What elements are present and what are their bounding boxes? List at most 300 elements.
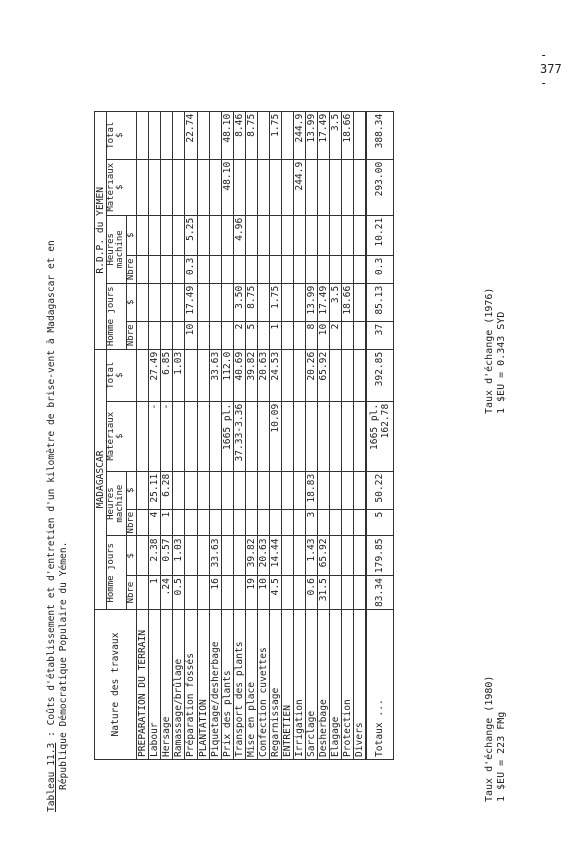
cell <box>149 215 161 255</box>
header-m-homme-jours: Homme jours <box>107 536 127 610</box>
cell <box>293 349 305 401</box>
cell: 16 <box>209 576 221 610</box>
cell: 1.75 <box>269 283 281 321</box>
cell <box>317 255 329 283</box>
cell: 48.10 <box>221 159 233 215</box>
cell <box>161 283 173 321</box>
cell <box>293 509 305 536</box>
cell <box>173 321 185 349</box>
empty-cell <box>137 321 149 349</box>
cell: 0.6 <box>305 576 317 610</box>
row-label: Confection cuvettes <box>257 610 269 760</box>
cell: 6.28 <box>161 471 173 509</box>
cell <box>161 159 173 215</box>
cell <box>221 255 233 283</box>
cell <box>221 471 233 509</box>
cell <box>293 576 305 610</box>
cell: 18.66 <box>341 111 353 159</box>
table-body <box>137 111 366 759</box>
cell <box>149 283 161 321</box>
cell <box>173 215 185 255</box>
cell <box>329 215 341 255</box>
cell: - <box>161 401 173 471</box>
cell <box>305 215 317 255</box>
cell: 244.9 <box>293 111 305 159</box>
cell <box>233 536 245 576</box>
header-y-total-unit: $ <box>115 132 126 138</box>
cell <box>149 255 161 283</box>
cell <box>209 159 221 215</box>
cell <box>341 576 353 610</box>
row-label: Hersage <box>161 610 173 760</box>
cell: 65.92 <box>317 536 329 576</box>
table-row <box>173 111 185 759</box>
cell: 388.34 <box>366 111 394 159</box>
cell: 37.33-3.36 <box>233 401 245 471</box>
table-row <box>185 111 197 759</box>
table-row <box>317 111 329 759</box>
cell <box>221 321 233 349</box>
empty-cell <box>281 471 293 509</box>
cell: 3.5 <box>329 111 341 159</box>
cell <box>269 215 281 255</box>
section-title: ENTRETIEN <box>281 610 293 760</box>
cell: 3 <box>305 509 317 536</box>
cell: 4 <box>149 509 161 536</box>
cell: 18.66 <box>341 283 353 321</box>
row-label: Préparation fossés <box>185 610 197 760</box>
empty-cell <box>197 536 209 576</box>
cell: 8 <box>305 321 317 349</box>
empty-cell <box>197 215 209 255</box>
cell <box>185 509 197 536</box>
table-row <box>341 111 353 759</box>
empty-cell <box>197 321 209 349</box>
cell: 8.75 <box>245 111 257 159</box>
cell: 10 <box>257 576 269 610</box>
empty-cell <box>137 401 149 471</box>
empty-cell <box>137 111 149 159</box>
exchange-rate-madagascar <box>484 676 507 802</box>
empty-cell <box>137 255 149 283</box>
cell: 17.49 <box>185 283 197 321</box>
cell <box>233 159 245 215</box>
cell <box>329 401 341 471</box>
exchange-title: Taux d'échange (1980) <box>484 675 495 802</box>
cell: 3.5 <box>329 283 341 321</box>
cell <box>317 159 329 215</box>
cell: 8.75 <box>245 283 257 321</box>
table-row <box>257 111 269 759</box>
cell <box>269 509 281 536</box>
cell <box>149 111 161 159</box>
cell: 293.00 <box>366 159 394 215</box>
cell: 20.63 <box>257 349 269 401</box>
cell: 25.11 <box>149 471 161 509</box>
cell: .24 <box>161 576 173 610</box>
cell <box>173 283 185 321</box>
cell: 2.38 <box>149 536 161 576</box>
header-madagascar: MADAGASCAR <box>95 349 107 609</box>
cell: 50.22 <box>366 471 394 509</box>
row-label: Transport des plants <box>233 610 245 760</box>
row-label: Desherbage <box>317 610 329 760</box>
empty-cell <box>197 401 209 471</box>
cell <box>185 349 197 401</box>
cell: 37 <box>366 321 394 349</box>
cell <box>353 509 366 536</box>
cell: 18.83 <box>305 471 317 509</box>
cell: 112.0 <box>221 349 233 401</box>
cell <box>353 401 366 471</box>
page-number: - 377 - <box>540 48 562 90</box>
exchange-rate: 1 $EU = 223 FMg <box>495 711 507 802</box>
header-m-materiaux-unit: $ <box>115 433 126 439</box>
cell: 5 <box>245 321 257 349</box>
cell <box>329 159 341 215</box>
empty-cell <box>281 111 293 159</box>
empty-cell <box>197 159 209 215</box>
cell <box>245 509 257 536</box>
cell <box>173 111 185 159</box>
cell <box>245 215 257 255</box>
empty-cell <box>137 215 149 255</box>
empty-cell <box>137 576 149 610</box>
empty-cell <box>137 471 149 509</box>
exchange-rate: 1 $EU = 0.343 SYD <box>495 311 507 414</box>
cell <box>257 321 269 349</box>
row-label: Elagage <box>329 610 341 760</box>
cell <box>221 536 233 576</box>
cell <box>257 283 269 321</box>
cell: 27.49 <box>149 349 161 401</box>
cell <box>353 321 366 349</box>
cell: 1 <box>161 509 173 536</box>
cell <box>293 321 305 349</box>
empty-cell <box>137 509 149 536</box>
row-label: Regarnissage <box>269 610 281 760</box>
cost-table <box>94 111 394 760</box>
empty-cell <box>197 283 209 321</box>
cell <box>209 215 221 255</box>
cell <box>233 576 245 610</box>
cell: 20.26 <box>305 349 317 401</box>
header-m-materiaux-label: Matériaux <box>106 411 117 461</box>
header-nbre: Nbre <box>126 509 136 536</box>
cell: 17.49 <box>317 283 329 321</box>
cell <box>341 471 353 509</box>
cell <box>221 215 233 255</box>
header-dollar: $ <box>126 283 136 321</box>
empty-cell <box>281 401 293 471</box>
empty-cell <box>197 509 209 536</box>
cell <box>245 401 257 471</box>
cell <box>329 576 341 610</box>
table-row <box>209 111 221 759</box>
cell <box>353 471 366 509</box>
cell <box>341 159 353 215</box>
cell <box>185 536 197 576</box>
cell <box>329 471 341 509</box>
header-m-total <box>107 349 137 401</box>
cell <box>341 401 353 471</box>
cell: 1 <box>149 576 161 610</box>
cell <box>209 509 221 536</box>
cell <box>269 471 281 509</box>
header-dollar: $ <box>126 215 136 255</box>
cell <box>257 471 269 509</box>
empty-cell <box>137 159 149 215</box>
cell: 2 <box>329 321 341 349</box>
cell <box>221 576 233 610</box>
cell: 65.92 <box>317 349 329 401</box>
cell: 10.09 <box>269 401 281 471</box>
row-label: Irrigation <box>293 610 305 760</box>
table-row <box>329 111 341 759</box>
table-caption-line1 <box>46 240 57 812</box>
row-label: Piquetage/desherbage <box>209 610 221 760</box>
cell: 10 <box>317 321 329 349</box>
cell: 1.43 <box>305 536 317 576</box>
cell <box>317 509 329 536</box>
empty-cell <box>197 349 209 401</box>
cell <box>341 321 353 349</box>
cell: 13.99 <box>305 283 317 321</box>
header-dollar: $ <box>126 471 136 509</box>
exchange-title: Taux d'échange (1976) <box>484 287 495 414</box>
cell <box>341 349 353 401</box>
table-row <box>305 111 317 759</box>
cell <box>161 215 173 255</box>
cell <box>341 536 353 576</box>
empty-cell <box>281 349 293 401</box>
empty-cell <box>281 536 293 576</box>
totals-row <box>366 111 394 759</box>
cell: 31.5 <box>317 576 329 610</box>
cell <box>233 255 245 283</box>
cell: - <box>149 401 161 471</box>
cell <box>257 159 269 215</box>
cell: 244.9 <box>293 159 305 215</box>
cell: 179.85 <box>366 536 394 576</box>
header-nbre: Nbre <box>126 255 136 283</box>
cell <box>293 536 305 576</box>
row-label: Ramassage/brûlage <box>173 610 185 760</box>
cell <box>293 401 305 471</box>
cell: 1.75 <box>269 111 281 159</box>
cell: 4.96 <box>233 215 245 255</box>
cell: 0.5 <box>173 576 185 610</box>
empty-cell <box>281 255 293 283</box>
cell: 0.3 <box>185 255 197 283</box>
cell <box>209 401 221 471</box>
section-title: PREPARATION DU TERRAIN <box>137 610 149 760</box>
table-row <box>221 111 233 759</box>
header-m-heures-machine: Heures machine <box>107 471 127 536</box>
cell: 4.5 <box>269 576 281 610</box>
cell: 10 <box>185 321 197 349</box>
cell <box>257 111 269 159</box>
header-y-homme-jours: Homme jours <box>107 283 127 349</box>
cell <box>185 471 197 509</box>
cell: 22.74 <box>185 111 197 159</box>
header-m-materiaux <box>107 401 137 471</box>
cell <box>353 576 366 610</box>
cell <box>185 401 197 471</box>
empty-cell <box>197 255 209 283</box>
cell <box>305 159 317 215</box>
empty-cell <box>281 215 293 255</box>
cell: 13.99 <box>305 111 317 159</box>
cell: 8.46 <box>233 111 245 159</box>
rotated-table-block <box>46 32 546 812</box>
cell <box>305 255 317 283</box>
cell <box>269 255 281 283</box>
cell: 1.03 <box>173 536 185 576</box>
section-row <box>197 111 209 759</box>
cell <box>173 255 185 283</box>
cell <box>245 255 257 283</box>
cell: 33.63 <box>209 349 221 401</box>
cell: 33.63 <box>209 536 221 576</box>
cell <box>353 159 366 215</box>
cell: 1665 pl. 162.78 <box>366 401 394 471</box>
cell <box>269 159 281 215</box>
cell <box>257 509 269 536</box>
cell <box>209 255 221 283</box>
cell <box>353 111 366 159</box>
cell <box>221 283 233 321</box>
cell <box>293 215 305 255</box>
cell <box>161 321 173 349</box>
cell: 40.69 <box>233 349 245 401</box>
section-row <box>281 111 293 759</box>
cell <box>329 349 341 401</box>
cell <box>245 471 257 509</box>
cell <box>221 509 233 536</box>
cell <box>245 159 257 215</box>
empty-cell <box>281 159 293 215</box>
cell <box>173 159 185 215</box>
cell: 1665 pl. <box>221 401 233 471</box>
cell <box>341 215 353 255</box>
cell <box>185 576 197 610</box>
cell <box>209 321 221 349</box>
header-y-heures-machine: Heures machine <box>107 215 127 283</box>
header-y-total-label: Total <box>106 121 117 149</box>
table-row <box>149 111 161 759</box>
cell: 24.53 <box>269 349 281 401</box>
cell <box>317 471 329 509</box>
cell <box>317 401 329 471</box>
empty-cell <box>197 576 209 610</box>
empty-cell <box>137 349 149 401</box>
cell: 39.82 <box>245 349 257 401</box>
cell: 0.3 <box>366 255 394 283</box>
cell: 17.49 <box>317 111 329 159</box>
cell <box>353 349 366 401</box>
header-m-total-unit: $ <box>115 372 126 378</box>
cell <box>293 283 305 321</box>
cell: 1.03 <box>173 349 185 401</box>
header-yemen: R.D.P. du YEMEN <box>95 111 107 349</box>
cell <box>173 471 185 509</box>
caption-text: : Coûts d'établissement et d'entretien d'un kilomètre de brise-vent à Madagascar et en <box>46 240 57 743</box>
table-row <box>293 111 305 759</box>
cell: 14.44 <box>269 536 281 576</box>
cell <box>149 321 161 349</box>
cell: 1 <box>269 321 281 349</box>
empty-cell <box>137 283 149 321</box>
table-row <box>245 111 257 759</box>
cell <box>257 255 269 283</box>
cell <box>233 509 245 536</box>
table-row <box>269 111 281 759</box>
cell <box>329 536 341 576</box>
empty-cell <box>281 576 293 610</box>
header-m-total-label: Total <box>106 361 117 389</box>
cell: 3.50 <box>233 283 245 321</box>
row-label: Mise en place <box>245 610 257 760</box>
cell <box>173 401 185 471</box>
table-caption-line2: République Démocratique Populaire du Yémen. <box>58 541 69 790</box>
row-label: Prix des plants <box>221 610 233 760</box>
cell: 19 <box>245 576 257 610</box>
row-label: Sarclage <box>305 610 317 760</box>
exchange-rate-yemen <box>484 288 507 414</box>
cell: 85.13 <box>366 283 394 321</box>
table-row <box>233 111 245 759</box>
cell: 6.85 <box>161 349 173 401</box>
cell <box>185 159 197 215</box>
header-nbre: Nbre <box>126 576 136 610</box>
header-y-materiaux <box>107 159 137 215</box>
cell <box>353 255 366 283</box>
header-dollar: $ <box>126 536 136 576</box>
cell: 10.21 <box>366 215 394 255</box>
section-row <box>137 111 149 759</box>
totals-label: Totaux ... <box>366 610 394 760</box>
cell: 5.25 <box>185 215 197 255</box>
cell <box>161 255 173 283</box>
cell <box>209 471 221 509</box>
empty-cell <box>281 321 293 349</box>
empty-cell <box>137 536 149 576</box>
cell <box>233 471 245 509</box>
header-y-materiaux-unit: $ <box>115 184 126 190</box>
empty-cell <box>197 471 209 509</box>
cell <box>161 111 173 159</box>
cell <box>293 471 305 509</box>
cell <box>341 255 353 283</box>
header-nbre: Nbre <box>126 321 136 349</box>
cell <box>209 283 221 321</box>
row-label: Divers <box>353 610 366 760</box>
cell <box>353 283 366 321</box>
cell <box>209 111 221 159</box>
section-title: PLANTATION <box>197 610 209 760</box>
cell <box>257 215 269 255</box>
header-y-materiaux-label: Matériaux <box>106 162 117 212</box>
empty-cell <box>197 111 209 159</box>
cell <box>341 509 353 536</box>
empty-cell <box>281 509 293 536</box>
header-y-total <box>107 111 137 159</box>
row-label: Protection <box>341 610 353 760</box>
cell: 2 <box>233 321 245 349</box>
header-nature: Nature des travaux <box>95 610 137 760</box>
cell: 392.85 <box>366 349 394 401</box>
